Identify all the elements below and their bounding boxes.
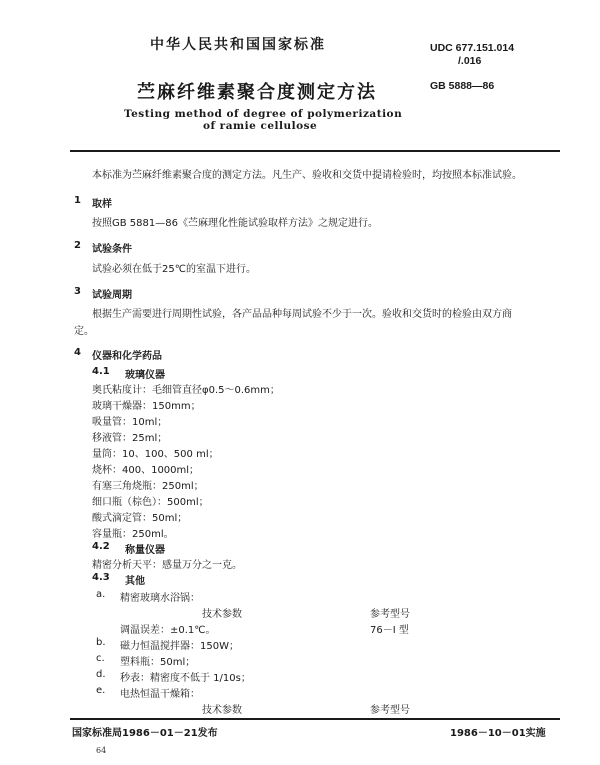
document-title: 苎麻纤维素聚合度测定方法 — [137, 82, 377, 103]
tech-params-header: 技术参数 — [202, 609, 242, 620]
glassware-item: 移液管：25ml； — [92, 433, 168, 444]
subsection-4-2-number: 4.2 — [92, 541, 110, 552]
section-2-number: 2 — [74, 240, 81, 251]
section-3-text-line1: 根据生产需要进行周期性试验，各产品品种每周试验不少于一次。验收和交货时的检验由双方商 — [92, 309, 512, 320]
glassware-item: 玻璃干燥器：150mm； — [92, 401, 201, 412]
glassware-item: 容量瓶：250ml。 — [92, 529, 174, 540]
item-c-label: c. — [96, 653, 105, 664]
item-e-label: e. — [96, 685, 106, 696]
tech-params-header-2: 技术参数 — [202, 705, 242, 716]
subsection-4-1-title: 玻璃仪器 — [125, 370, 165, 381]
glassware-item: 吸量管：10ml； — [92, 417, 168, 428]
section-2-text: 试验必须在低于25℃的室温下进行。 — [92, 264, 256, 275]
section-3-number: 3 — [74, 286, 81, 297]
section-1-number: 1 — [74, 195, 81, 206]
ref-model-header: 参考型号 — [370, 609, 410, 620]
udc-code: UDC 677.151.014 — [430, 42, 515, 54]
glassware-item: 细口瓶（棕色）：500ml； — [92, 497, 209, 508]
intro-paragraph: 本标准为苎麻纤维素聚合度的测定方法。凡生产、验收和交货中提请检验时，均按照本标准试验。 — [92, 170, 522, 181]
section-3-title: 试验周期 — [92, 290, 132, 301]
issued-date: 国家标准局1986－01－21发布 — [72, 728, 218, 739]
section-2-title: 试验条件 — [92, 244, 132, 255]
section-1-text: 按照GB 5881—86《苎麻理化性能试验取样方法》之规定进行。 — [92, 218, 378, 229]
glassware-item: 酸式滴定管：50ml； — [92, 513, 188, 524]
item-b-label: b. — [96, 637, 106, 648]
page-number: 64 — [96, 746, 107, 755]
english-title-line2: of ramie cellulose — [203, 120, 318, 132]
item-a-label: a. — [96, 589, 106, 600]
item-b-text: 磁力恒温搅拌器：150W； — [120, 641, 239, 652]
glassware-item: 有塞三角烧瓶：250ml； — [92, 481, 204, 492]
model-76: 76－Ⅰ 型 — [370, 625, 409, 636]
glassware-item: 量筒：10、100、500 ml； — [92, 449, 219, 460]
item-a-text: 精密玻璃水浴锅： — [120, 593, 200, 604]
item-d-label: d. — [96, 669, 106, 680]
gb-number: GB 5888—86 — [430, 80, 495, 92]
section-3-text-line2: 定。 — [74, 326, 94, 337]
effective-date: 1986－10－01实施 — [450, 728, 546, 739]
subsection-4-1-number: 4.1 — [92, 366, 110, 377]
ref-model-header-2: 参考型号 — [370, 705, 410, 716]
item-e-text: 电热恒温干燥箱： — [120, 689, 200, 700]
header-divider — [70, 150, 560, 152]
subsection-4-3-number: 4.3 — [92, 572, 110, 583]
udc-code-suffix: /.016 — [458, 55, 482, 67]
subsection-4-2-title: 称量仪器 — [125, 545, 165, 556]
temp-error-spec: 调温误差：±0.1℃。 — [120, 625, 216, 636]
item-c-text: 塑料瓶：50ml； — [120, 657, 196, 668]
section-4-number: 4 — [74, 347, 81, 358]
weighing-text: 精密分析天平：感量万分之一克。 — [92, 560, 242, 571]
section-1-title: 取样 — [92, 199, 112, 210]
english-title-line1: Testing method of degree of polymerization — [124, 108, 403, 120]
subsection-4-3-title: 其他 — [125, 576, 145, 587]
section-4-title: 仪器和化学药品 — [92, 351, 162, 362]
glassware-item: 奥氏粘度计：毛细管直径φ0.5～0.6mm； — [92, 385, 280, 396]
glassware-item: 烧杯：400、1000ml； — [92, 465, 200, 476]
national-standard-heading: 中华人民共和国国家标准 — [150, 37, 326, 53]
item-d-text: 秒表：精密度不低于 1/10s； — [120, 673, 251, 684]
footer-divider — [70, 718, 560, 720]
